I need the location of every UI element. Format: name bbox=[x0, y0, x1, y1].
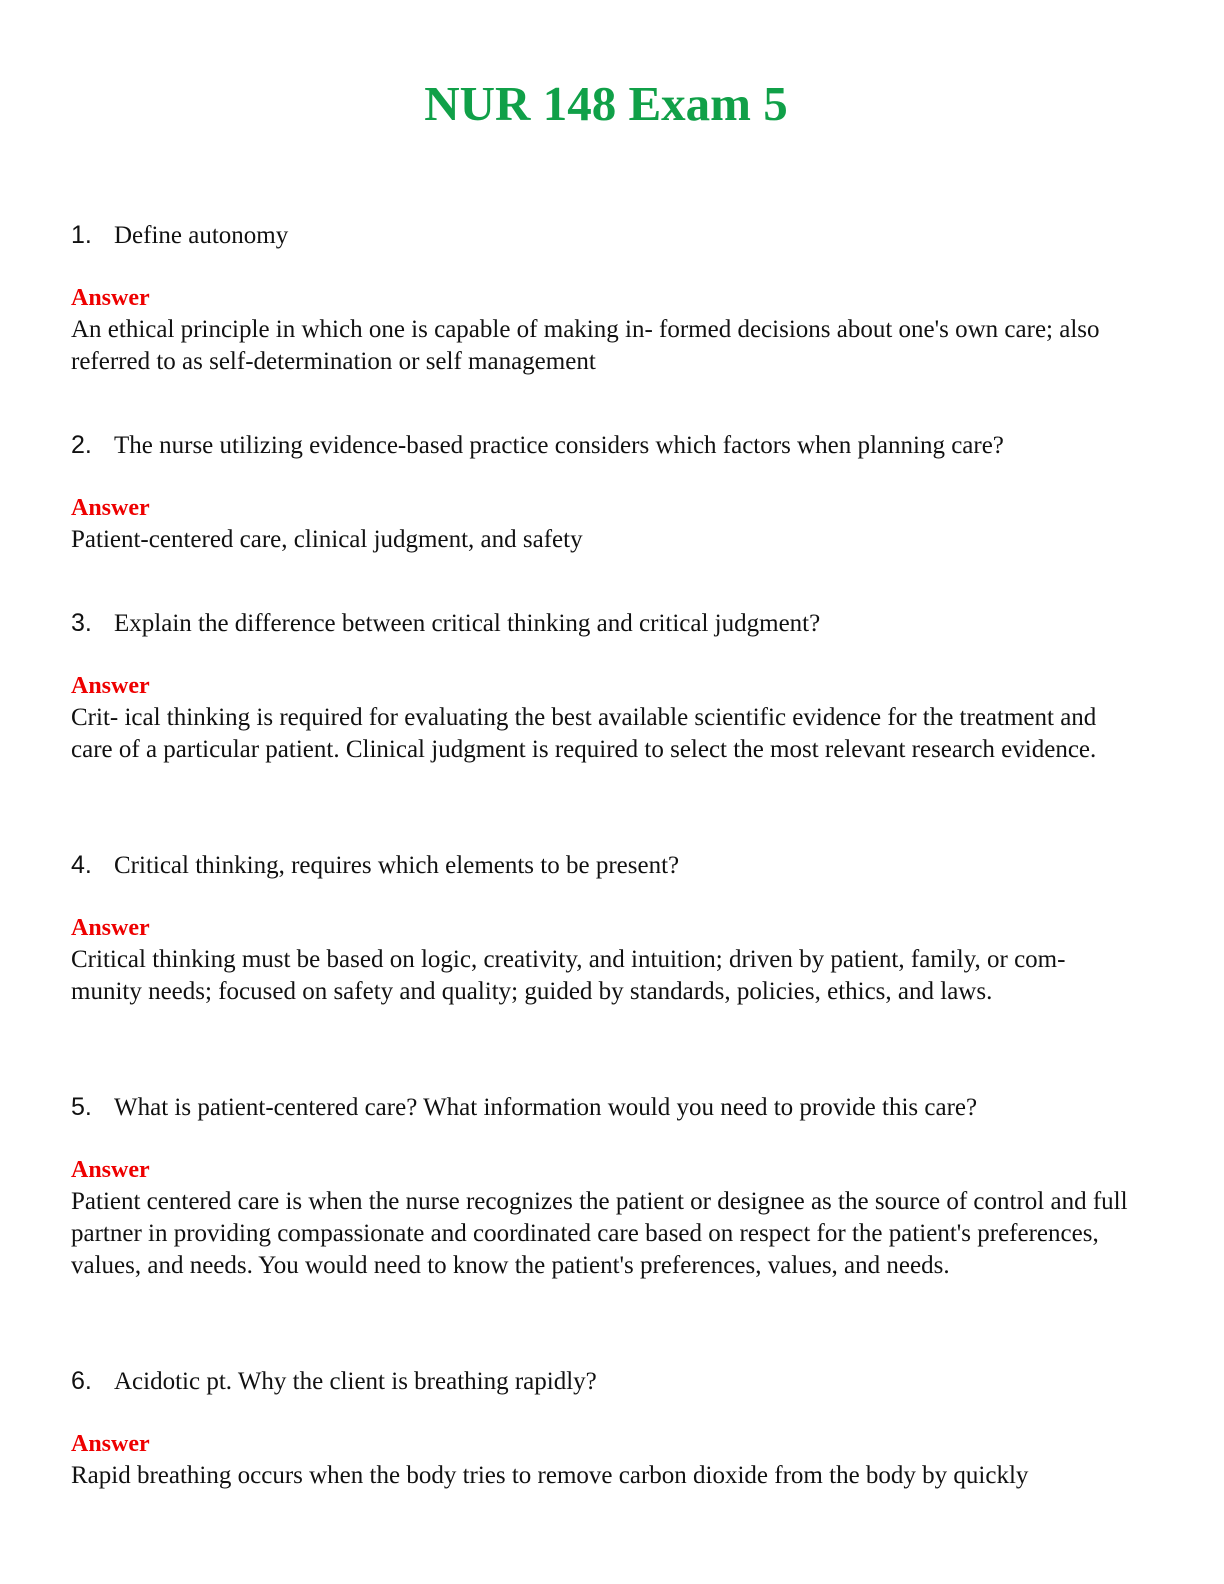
answer-text: Rapid breathing occurs when the body tries to remove carbon dioxide from the body by quickly bbox=[71, 1462, 1029, 1489]
question-text: What is patient-centered care? What information would you need to provide this care? bbox=[114, 1094, 978, 1121]
answer-text: Crit- ical thinking is required for evaluating the best available scientific evidence for the treatment and care of a particular patient. Clinical judgment is required to select the most relevant research evidence. bbox=[71, 704, 1097, 763]
question-number: 5. bbox=[71, 1093, 92, 1121]
qa-item bbox=[71, 1091, 1151, 1282]
question bbox=[71, 1091, 1151, 1124]
answer-text: An ethical principle in which one is capable of making in- formed decisions about one's own care; also referred to as self-determination or self management bbox=[71, 316, 1100, 375]
qa-item bbox=[71, 219, 1151, 378]
answer-label: Answer bbox=[71, 495, 150, 521]
qa-item bbox=[71, 607, 1151, 766]
question bbox=[71, 219, 1151, 252]
question-number: 1. bbox=[71, 221, 92, 249]
answer-label: Answer bbox=[71, 285, 150, 311]
question-text: Critical thinking, requires which elements to be present? bbox=[114, 852, 680, 879]
question-number: 6. bbox=[71, 1367, 92, 1395]
question bbox=[71, 1365, 1151, 1398]
qa-item bbox=[71, 1365, 1151, 1492]
answer-text: Patient centered care is when the nurse recognizes the patient or designee as the source of control and full partner in providing compassionate and coordinated care based on respect for the patient's preferences, values, and needs. You would need to know the patient's preferences, values, and needs. bbox=[71, 1188, 1128, 1279]
question bbox=[71, 849, 1151, 882]
answer-text: Patient-centered care, clinical judgment, and safety bbox=[71, 526, 583, 553]
answer-label: Answer bbox=[71, 1157, 150, 1183]
question-text: Explain the difference between critical thinking and critical judgment? bbox=[114, 610, 821, 637]
answer-text: Critical thinking must be based on logic, creativity, and intuition; driven by patient, family, or com- munity needs; focused on safety and quality; guided by standards, policies, ethics, and laws. bbox=[71, 946, 1066, 1005]
question bbox=[71, 607, 1151, 640]
question-text: Acidotic pt. Why the client is breathing rapidly? bbox=[114, 1368, 597, 1395]
answer-label: Answer bbox=[71, 673, 150, 699]
question-number: 3. bbox=[71, 609, 92, 637]
question-text: Define autonomy bbox=[114, 222, 289, 249]
page-title: NUR 148 Exam 5 bbox=[424, 76, 788, 131]
question-number: 2. bbox=[71, 431, 92, 459]
question-text: The nurse utilizing evidence-based practice considers which factors when planning care? bbox=[114, 432, 1004, 459]
qa-item bbox=[71, 429, 1151, 556]
question bbox=[71, 429, 1151, 462]
answer-label: Answer bbox=[71, 1431, 150, 1457]
qa-item bbox=[71, 849, 1151, 1008]
answer-label: Answer bbox=[71, 915, 150, 941]
question-number: 4. bbox=[71, 851, 92, 879]
